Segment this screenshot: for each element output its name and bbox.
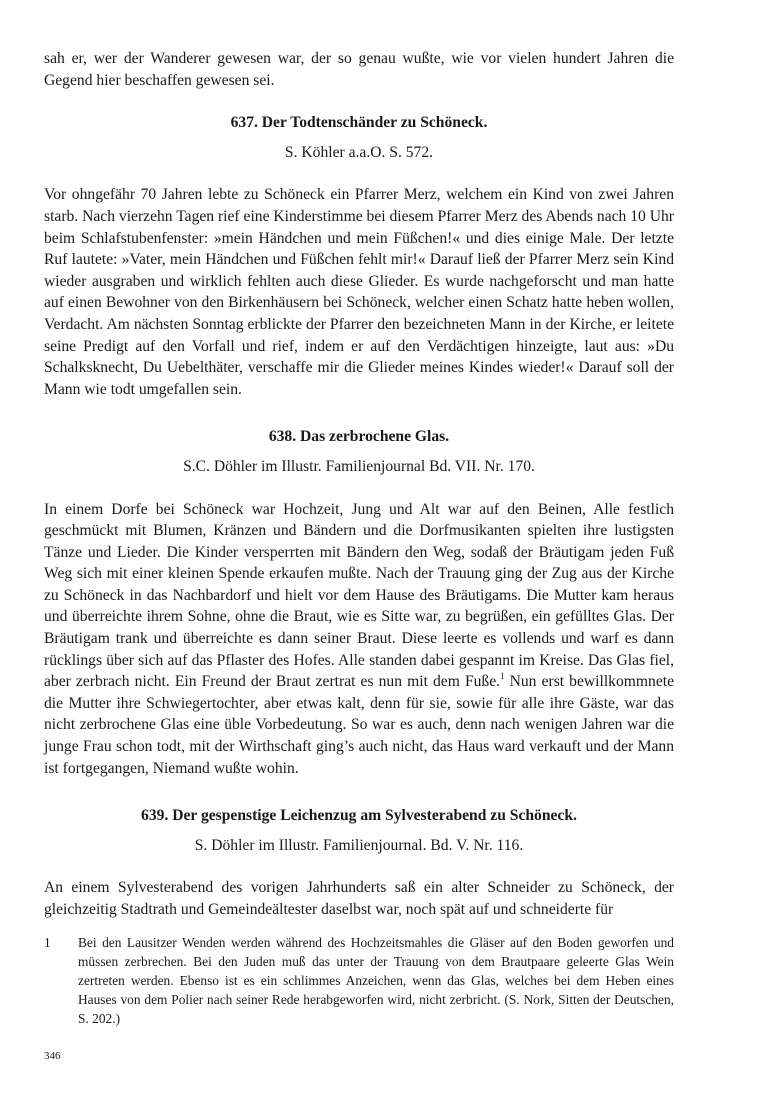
footnote [44,933,674,1028]
page-body [44,48,674,1028]
section-638-text-part2: Nun erst bewillkommnete die Mutter ihre Schwiegertochter, aber etwas kalt, denn für sie, sowie für alle ihre Gäste, war das nicht zerbrochene Glas eine üble Vorbedeutung. So war es auch, denn nach wenigen Jahren war die junge Frau schon todt, mit der Wirthschaft ging’s auch nicht, das Haus ward verkauft und der Mann ist fortgegangen, Niemand wußte wohin. [44,673,674,777]
intro-paragraph: sah er, wer der Wanderer gewesen war, der so genau wußte, wie vor vielen hundert Jahren die Gegend hier beschaffen gewesen sei. [44,50,674,89]
footnote-reference[interactable]: 1 [500,671,505,682]
section-638-text [44,499,674,780]
section-637-text: Vor ohngefähr 70 Jahren lebte zu Schöneck ein Pfarrer Merz, welchem ein Kind von zwei Jahren starb. Nach vierzehn Tagen rief eine Kinderstimme bei diesem Pfarrer Merz des Abends nach 10 Uhr beim Schlafstubenfenster: »mein Händchen und mein Füßchen!« und dies einige Male. Der letzte Ruf lautete: »Vater, mein Händchen und Füßchen fehlt mir!« Darauf ließ der Pfarrer Merz sein Kind wieder ausgraben und wirklich fehlten auch diese Glieder. Es wurde nachgeforscht und man hatte auf einen Bewohner von den Birkenhäusern bei Schöneck, welcher einen Schatz hatte heben wollen, Verdacht. Am nächsten Sonntag erblickte der Pfarrer den bezeichneten Mann in der Kirche, er leitete seine Predigt auf den Vorfall und rief, indem er auf den Verdächtigen hinzeigte, laut aus: »Du Schalksknecht, Du Uebelthäter, verschaffe mir die Glieder meines Kindes wieder!« Darauf soll der Mann wie todt umgefallen sein. [44,186,674,398]
page-number: 346 [44,1050,61,1062]
section-639-text: An einem Sylvesterabend des vorigen Jahrhunderts saß ein alter Schneider zu Schöneck, der gleichzeitig Stadtrath und Gemeindeältester daselbst war, noch spät auf und schneiderte für [44,879,674,918]
section-637-source: S. Köhler a.a.O. S. 572. [284,143,434,161]
section-638-source: S.C. Döhler im Illustr. Familienjournal Bd. VII. Nr. 170. [183,457,535,475]
section-638-title: 638. Das zerbrochene Glas. [268,428,450,446]
section-638-text-part1: In einem Dorfe bei Schöneck war Hochzeit, Jung und Alt war auf den Beinen, Alle festlich geschmückt mit Blumen, Kränzen und Bändern und die Dorfmusikanten spielten ihre lustigsten Tänze und Lieder. Die Kinder versperrten mit Bändern den Weg, sodaß der Bräutigam jeden Fuß Weg sich mit einer kleinen Spende erkaufen mußte. Nach der Trauung ging der Zug aus der Kirche zu Schöneck in das Nachbardorf und hielt vor dem Hause des Bräutigams. Die Mutter kam heraus und überreichte ihrem Sohne, ohne die Braut, wie es Sitte war, zu begrüßen, ein gefülltes Glas. Der Bräutigam trank und überreichte es dann seiner Braut. Diese leerte es vollends und warf es dann rücklings über sich auf das Pflaster des Hofes. Alle standen dabei gespannt im Kreise. Das Glas fiel, aber zerbrach nicht. Ein Freund der Braut zertrat es nun mit dem Fuße. [44,500,674,691]
footnote-text: Bei den Lausitzer Wenden werden während des Hochzeitsmahles die Gläser auf den Boden geworfen und müssen zerbrechen. Bei den Juden muß das unter der Trauung von dem Brautpaare geleerte Glas Wein zertreten werden. Ebenso ist es ein schlimmes Anzeichen, wenn das Glas, welches bei dem Heben eines Hauses von dem Polier nach seiner Rede herabgeworfen wird, nicht zerbricht. (S. Nork, Sitten der Deutschen, S. 202.) [78,934,674,1026]
section-637-title: 637. Der Todtenschänder zu Schöneck. [230,114,488,132]
section-639-source: S. Döhler im Illustr. Familienjournal. Bd. V. Nr. 116. [194,836,524,854]
footnote-number: 1 [44,934,51,950]
section-639-title: 639. Der gespenstige Leichenzug am Sylvesterabend zu Schöneck. [141,807,577,825]
